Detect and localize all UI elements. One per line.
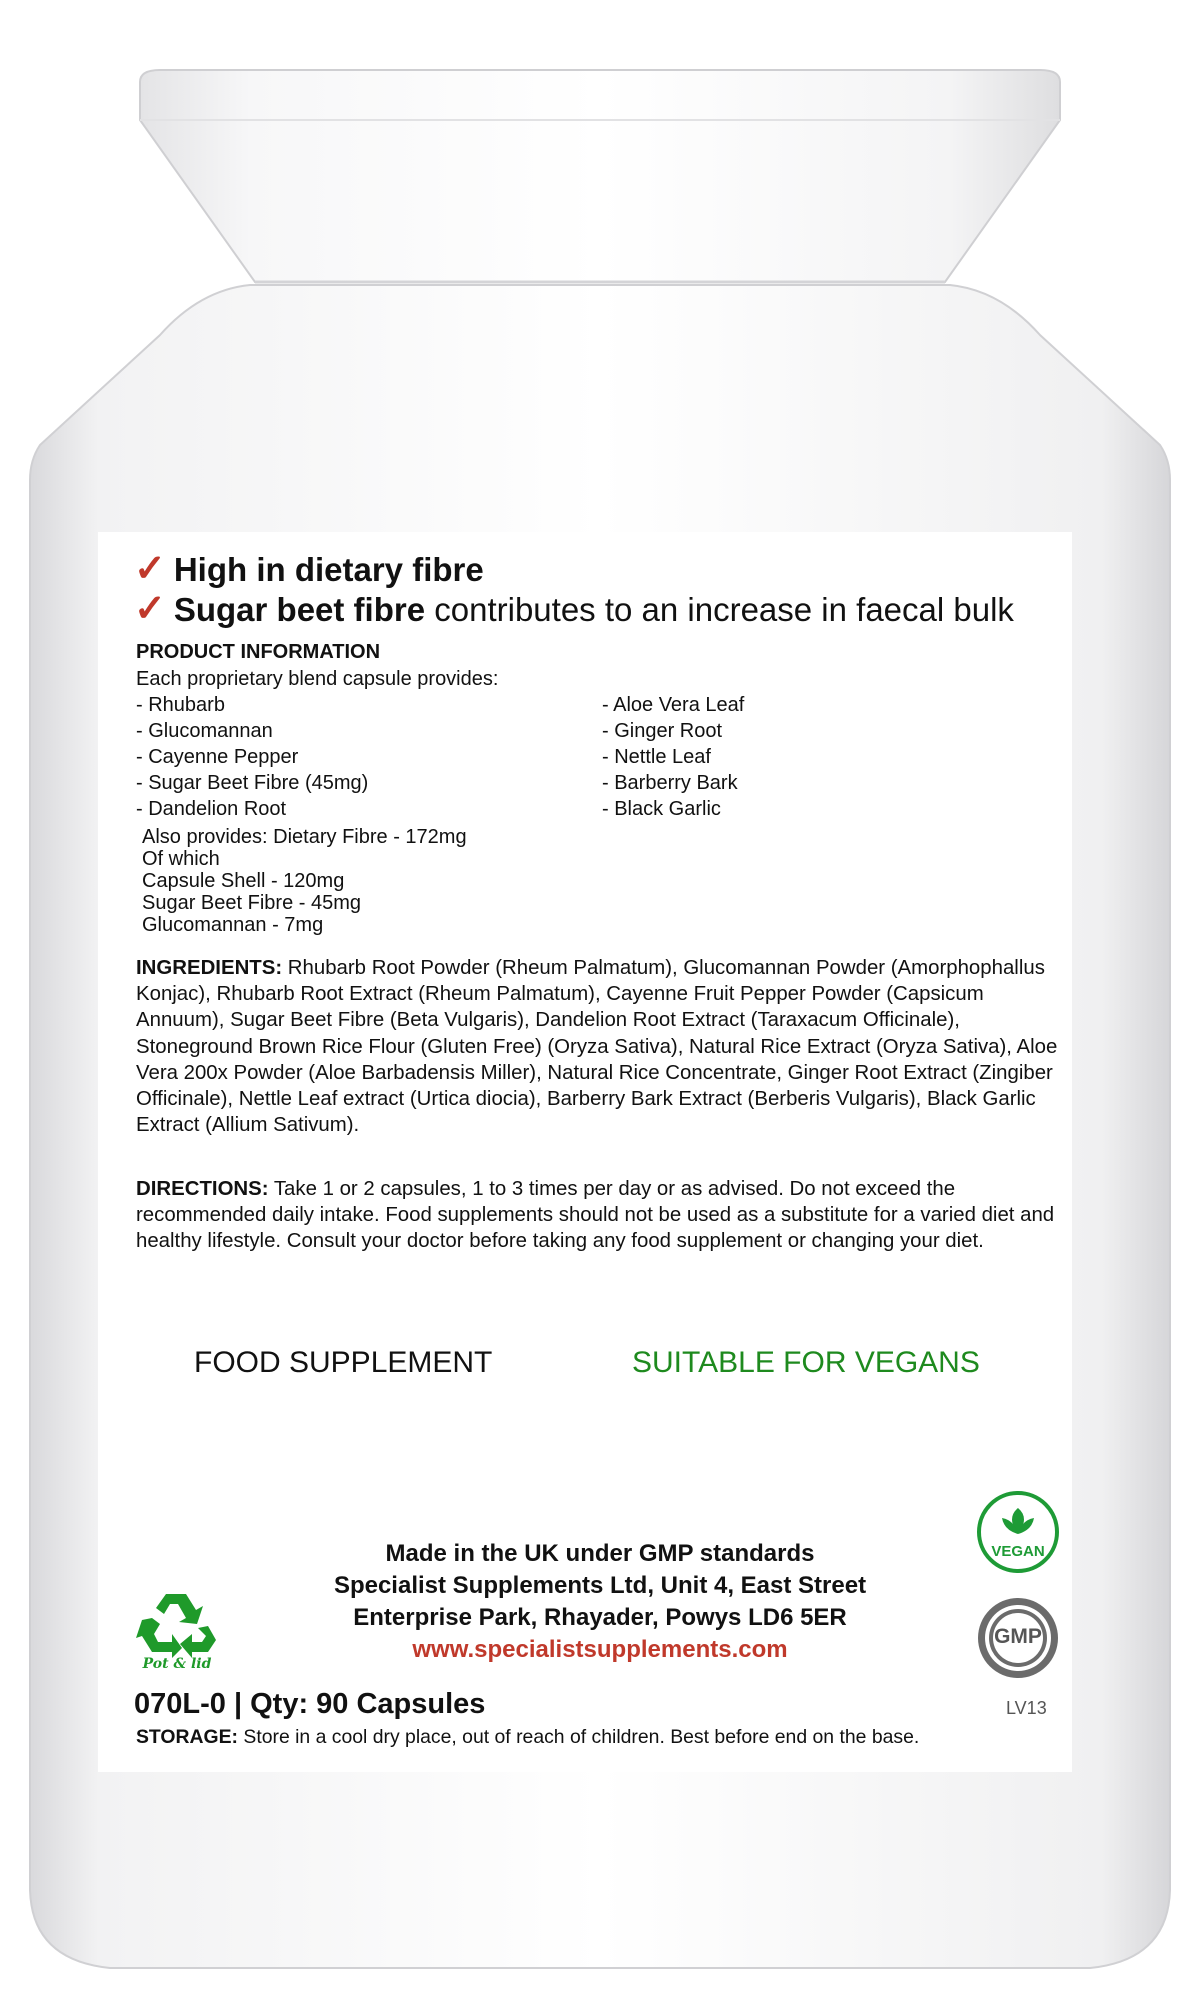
manufacturer-line: Enterprise Park, Rhayader, Powys LD6 5ER <box>353 1604 847 1631</box>
recycle-icon <box>132 1588 222 1658</box>
lot-version: LV13 <box>1006 1698 1047 1718</box>
list-item: - Rhubarb <box>136 694 225 716</box>
list-item: - Black Garlic <box>602 798 721 820</box>
list-item: - Barberry Bark <box>602 772 738 794</box>
website-link[interactable]: www.specialistsupplements.com <box>412 1636 788 1663</box>
also-provides <box>142 826 467 936</box>
bottle-lid <box>140 70 1060 282</box>
manufacturer-line: Specialist Supplements Ltd, Unit 4, East Street <box>333 1572 867 1599</box>
gmp-badge-label: GMP <box>994 1625 1042 1648</box>
product-info-intro: Each proprietary blend capsule provides: <box>136 668 499 690</box>
list-item: - Glucomannan <box>136 720 273 742</box>
check-icon: ✓ <box>134 588 166 630</box>
storage-text: Store in a cool dry place, out of reach of children. Best before end on the base. <box>238 1726 920 1748</box>
list-item: - Ginger Root <box>602 720 723 742</box>
ingredients-label: INGREDIENTS: <box>136 957 283 979</box>
list-item: - Nettle Leaf <box>602 746 711 768</box>
ingredients-text: Rhubarb Root Powder (Rheum Palmatum), Glucomannan Powder (Amorphophallus Konjac), Rhubarb Root Extract (Rheum Palmatum), Cayenne Fruit Pepper Powder (Capsicum Annuum), Sugar Beet Fibre (Beta Vulgaris), Dandelion Root Extract (Taraxacum Officinale), Stoneground Brown Rice Flour (Gluten Free) (Oryza Sativa), Natural Rice Extract (Oryza Sativa), Aloe Vera 200x Powder (Aloe Barbadensis Miller), Natural Rice Concentrate, Ginger Root Extract (Zingiber Officinale), Nettle Leaf extract (Urtica diocia), Barberry Bark Extract (Berberis Vulgaris), Black Garlic Extract (Allium Sativum). <box>136 957 1058 1137</box>
manufacturer-info <box>230 1538 970 1666</box>
food-supplement-text: FOOD SUPPLEMENT <box>194 1346 493 1379</box>
also-line: Glucomannan - 7mg <box>142 914 324 936</box>
check-icon: ✓ <box>134 548 166 590</box>
list-item: - Aloe Vera Leaf <box>602 694 745 716</box>
directions-paragraph <box>136 1176 1066 1255</box>
also-line: Also provides: Dietary Fibre - 172mg <box>142 826 467 848</box>
list-item: - Sugar Beet Fibre (45mg) <box>136 772 369 794</box>
also-line: Of which <box>142 848 220 870</box>
directions-label: DIRECTIONS: <box>136 1178 269 1200</box>
also-line: Sugar Beet Fibre - 45mg <box>142 892 361 914</box>
ingredient-list-col1 <box>136 692 368 822</box>
gmp-badge <box>976 1596 1060 1680</box>
manufacturer-line: Made in the UK under GMP standards <box>385 1540 815 1567</box>
product-info-title: PRODUCT INFORMATION <box>136 641 381 663</box>
storage-line <box>136 1726 919 1749</box>
vegan-badge <box>976 1490 1060 1574</box>
ingredient-list-col2 <box>602 692 744 822</box>
ingredients-paragraph <box>136 955 1066 1138</box>
recycle-caption: Pot & lid <box>142 1656 212 1672</box>
product-code-qty: 070L-0 | Qty: 90 Capsules <box>134 1688 486 1720</box>
directions-text: Take 1 or 2 capsules, 1 to 3 times per day or as advised. Do not exceed the recommended daily intake. Food supplements should not be used as a substitute for a varied diet and healthy lifestyle. Consult your doctor before taking any food supplement or changing your diet. <box>136 1178 1055 1253</box>
claim-line-2: ✓ Sugar beet fibre contributes to an increase in faecal bulk <box>134 588 1014 630</box>
vegan-leaf-icon <box>976 1490 1060 1574</box>
also-line: Capsule Shell - 120mg <box>142 870 345 892</box>
suitable-for-vegans-text: SUITABLE FOR VEGANS <box>632 1346 980 1379</box>
storage-label: STORAGE: <box>136 1726 238 1748</box>
claim-line-1: ✓ High in dietary fibre <box>134 548 484 590</box>
list-item: - Cayenne Pepper <box>136 746 299 768</box>
vegan-badge-label: VEGAN <box>991 1543 1045 1560</box>
recycle-badge <box>132 1588 222 1672</box>
list-item: - Dandelion Root <box>136 798 287 820</box>
